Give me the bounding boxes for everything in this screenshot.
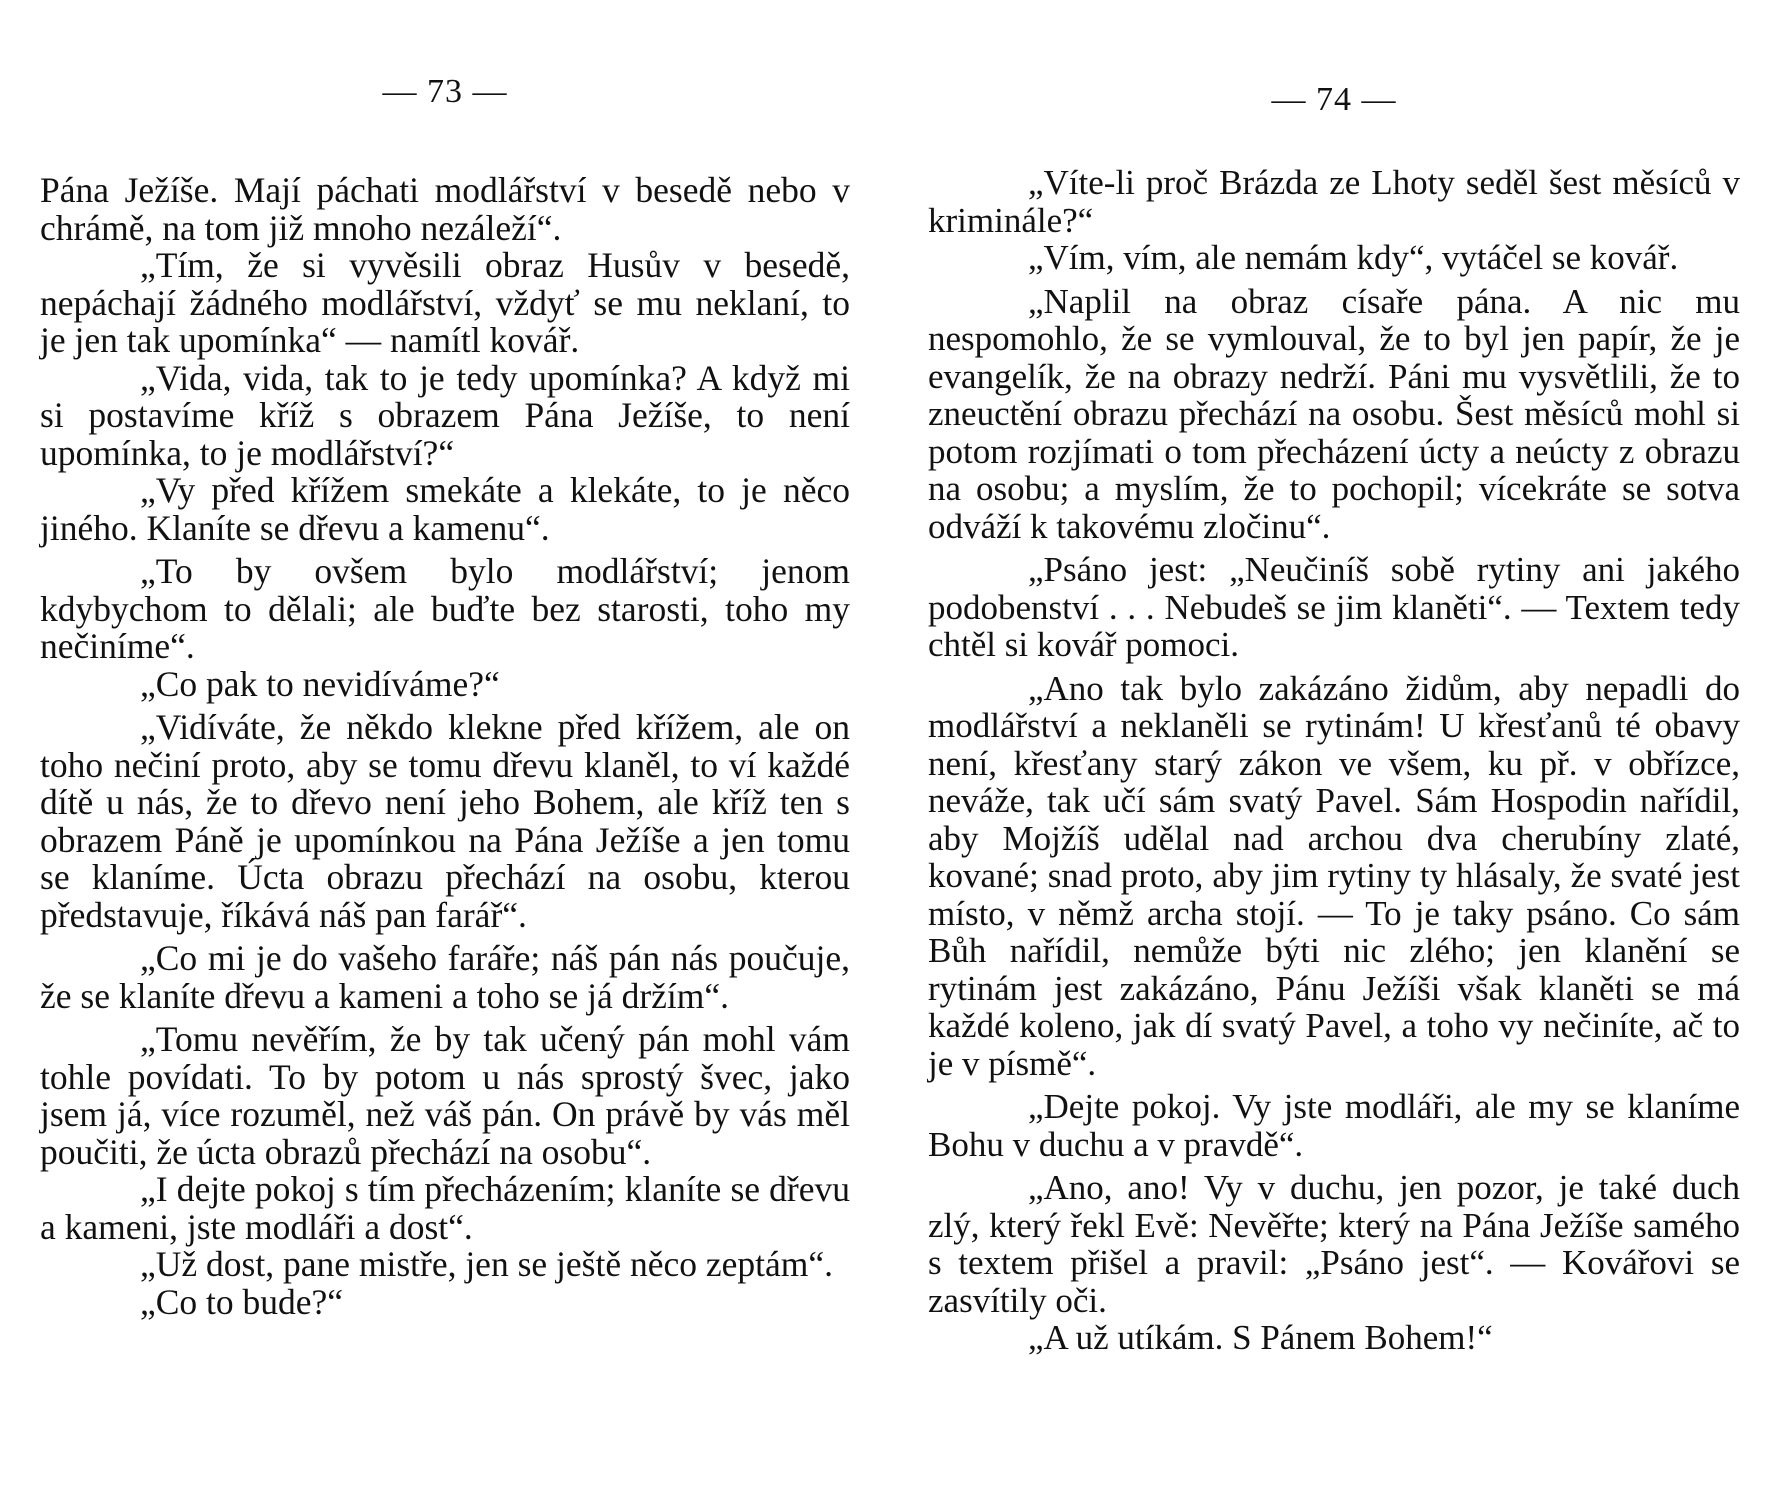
page-text — [40, 172, 850, 1321]
paragraph: „Už dost, pane mistře, jen se ještě něco zeptám“. — [140, 1244, 833, 1284]
paragraph: „Co mi je do vašeho faráře; náš pán nás poučuje, že se klaníte dřevu a kameni a toho se já držím“. — [40, 938, 850, 1016]
paragraph: „To by ovšem bylo modlářství; jenom kdybychom to dělali; ale buďte bez starosti, toho my nečiníme“. — [40, 551, 850, 666]
paragraph: „Co pak to nevidíváme?“ — [140, 663, 500, 704]
paragraph: „Tím, že si vyvěsili obraz Husův v besedě, nepáchají žádného modlářství, vždyť se mu neklaní, to je jen tak upomínka“ — namítl kovář. — [40, 245, 850, 360]
left-page — [40, 0, 850, 1321]
paragraph: Pána Ježíše. Mají páchati modlářství v besedě nebo v chrámě, na tom již mnoho nezáleží“. — [40, 170, 850, 248]
paragraph: „Naplil na obraz císaře pána. A nic mu nespomohlo, že se vymlouval, že to byl jen papír, že je evangelík, že na obrazy nedrží. Páni mu vysvětlili, že to zneuctění obrazu přechází na osobu. Šest měsíců mohl si potom rozjímati o tom přecházení úcty a neúcty z obrazu na osobu; a myslím, že to pochopil; vícekráte se sotva odváží k takovému zločinu“. — [928, 281, 1740, 546]
paragraph: „Ano, ano! Vy v duchu, jen pozor, je také duch zlý, který řekl Evě: Nevěřte; který na Pána Ježíše samého s textem přišel a pravil: „Psáno jest“. — Kovářovi se zasvítily oči. — [928, 1168, 1740, 1320]
paragraph: „A už utíkám. S Pánem Bohem!“ — [1028, 1318, 1493, 1357]
page-number: — 74 — — [1271, 81, 1397, 118]
paragraph: „Co to bude?“ — [140, 1281, 344, 1322]
page-number: — 73 — — [382, 73, 508, 110]
paragraph: „Vím, vím, ale nemám kdy“, vytáčel se kovář. — [1028, 238, 1679, 277]
paragraph: „Vida, vida, tak to je tedy upomínka? A když mi si postavíme kříž s obrazem Pána Ježíše, to není upomínka, to je modlářství?“ — [40, 357, 850, 473]
paragraph: „Vidíváte, že někdo klekne před křížem, ale on toho nečiní proto, aby se tomu dřevu klaněl, to ví každé dítě u nás, že to dřevo není jeho Bohem, ale kříž ten s obrazem Páně je upomínkou na Pána Ježíše a jen tomu se klaníme. Úcta obrazu přechází na osobu, kterou představuje, říkává náš pan farář“. — [40, 707, 850, 935]
paragraph: „Víte-li proč Brázda ze Lhoty seděl šest měsíců v kriminále?“ — [928, 163, 1740, 240]
paragraph: „Tomu nevěřím, že by tak učený pán mohl vám tohle povídati. To by potom u nás sprostý švec, jako jsem já, více rozuměl, než váš pán. On právě by vás měl poučiti, že úcta obrazů přechází na osobu“. — [40, 1019, 850, 1172]
right-page — [928, 0, 1740, 1357]
page-text — [928, 164, 1740, 1357]
paragraph: „Vy před křížem smekáte a klekáte, to je něco jiného. Klaníte se dřevu a kamenu“. — [40, 470, 850, 548]
paragraph: „I dejte pokoj s tím přecházením; klaníte se dřevu a kameni, jste modláři a dost“. — [40, 1169, 850, 1247]
paragraph: „Ano tak bylo zakázáno židům, aby nepadli do modlářství a neklaněli se rytinám! U křesťanů té obavy není, křesťany starý zákon ve všem, ku př. v obřízce, neváže, tak učí sám svatý Pavel. Sám Hospodin nařídil, aby Mojžíš udělal nad archou dva cherubíny zlaté, kované; snad proto, aby jim rytiny ty hlásaly, že svaté jest místo, v němž archa stojí. — To je taky psáno. Co sám Bůh nařídil, nemůže býti nic zlého; jen klanění se rytinám jest zakázáno, Pánu Ježíši však klaněti se má každé koleno, jak dí svatý Pavel, a toho vy nečiníte, ač to je v písmě“. — [928, 668, 1740, 1083]
paragraph: „Dejte pokoj. Vy jste modláři, ale my se klaníme Bohu v duchu a v pravdě“. — [928, 1087, 1740, 1164]
paragraph: „Psáno jest: „Neučiníš sobě rytiny ani jakého podobenství . . . Nebudeš se jim klaněti“. — Textem tedy chtěl si kovář pomoci. — [928, 550, 1740, 664]
